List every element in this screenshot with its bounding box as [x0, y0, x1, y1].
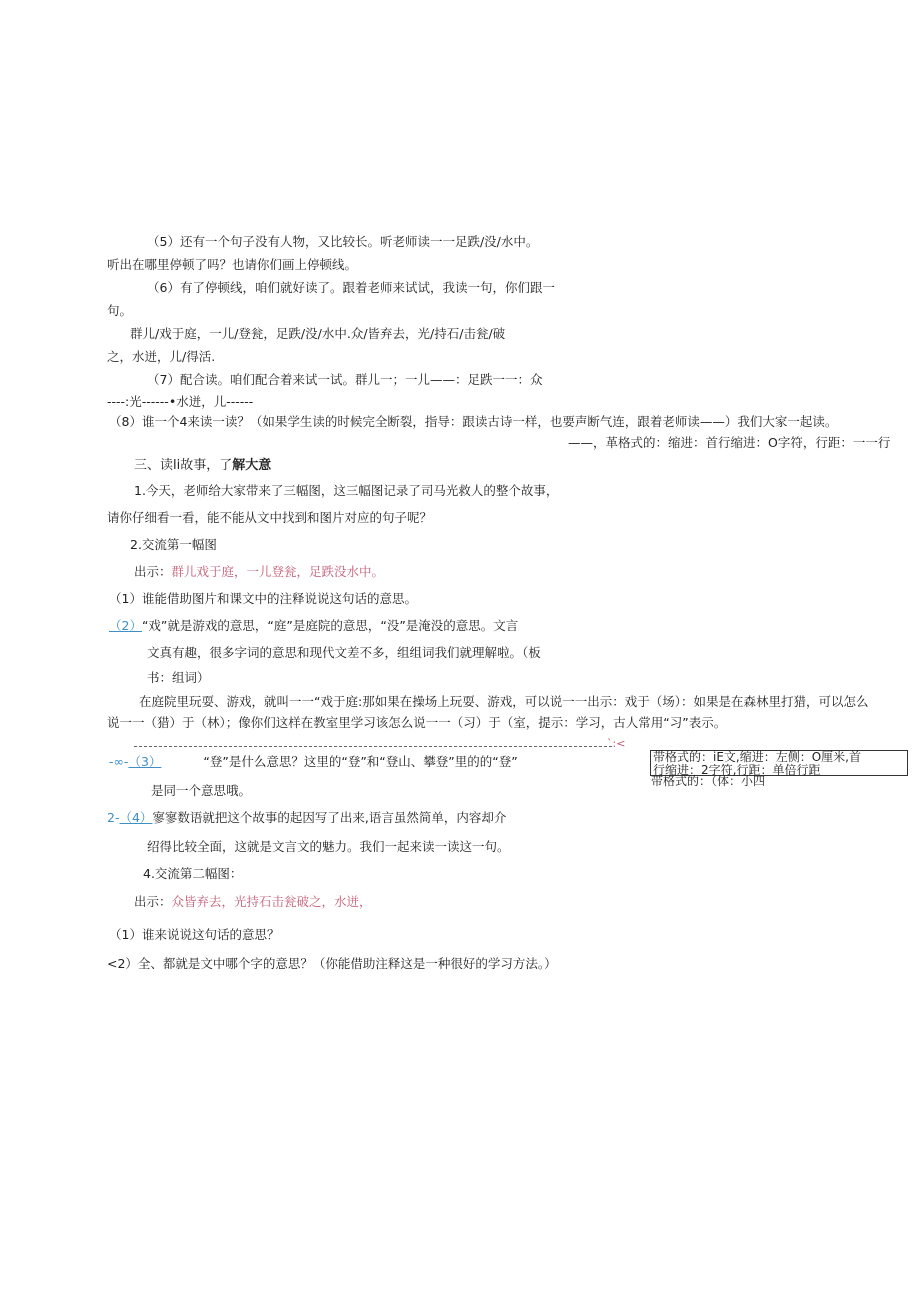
q1-1: （1）谁能借助图片和课文中的注释说说这句话的意思。 [109, 591, 417, 606]
q3-text: “登”是什么意思？这里的“登”和“登山、攀登”里的的“登” [203, 754, 518, 769]
step7-line1: （7）配合读。咱们配合着来试一试。群儿一；一儿——：足跌一一：众 [147, 372, 543, 387]
q1-2-line3: 书：组词） [147, 670, 210, 685]
q4-line2: 绍得比较全面，这就是文言文的魅力。我们一起来读一读这一句。 [147, 839, 510, 854]
show2-text: 众皆弃去，光持石击瓮破之，水迸， [171, 894, 372, 909]
q3-line2: 是同一个意思哦。 [151, 783, 252, 798]
q3-prefix: -∞- [109, 754, 129, 769]
para2-title: 2.交流第一幅图 [130, 537, 217, 552]
q1-2 [109, 620, 518, 633]
q4 [107, 812, 506, 825]
q3-mark: （3） [128, 754, 162, 769]
show1-label: 出示： [134, 564, 172, 579]
section-3-prefix: 三、读li故事，了 [134, 458, 233, 473]
step6-line2: 句。 [107, 303, 133, 318]
revision-dash-tail: `:< [607, 737, 626, 750]
quote-line1: 群儿/戏于庭，一儿/登瓮，足跌/没/水中.众/皆弃去，光/持石/击瓮/破 [130, 326, 506, 341]
step7-line2: ----:光------•水迸，儿------ [107, 394, 254, 409]
q2-1: （1）谁来说说这句话的意思？ [109, 927, 280, 942]
revision-dash-line [134, 746, 612, 747]
q4-text: 寥寥数语就把这个故事的起因写了出来,语言虽然简单，内容却介 [152, 810, 507, 825]
format-comment-row3: 带格式的：（体：小四 [651, 774, 766, 788]
format-note-1: ——，革格式的：缩进：首行缩进：O字符，行距：一一行 [568, 435, 891, 450]
para-a: 在庭院里玩耍、游戏，就叫一一“戏于庭:那如果在操场上玩耍、游戏，可以说一一出示：戏于（场）：如果是在森林里打猎，可以怎么 [139, 694, 869, 709]
para1-line1: 1.今天，老师给大家带来了三幅图，这三幅图记录了司马光救人的整个故事， [134, 483, 559, 498]
format-comment-box [650, 750, 908, 776]
q1-2-line2: 文真有趣，很多字词的意思和现代文差不多，组组词我们就理解啦。（板 [147, 645, 541, 660]
show1-text: 群儿戏于庭，一儿登瓮，足跌没水中。 [171, 564, 385, 579]
q1-2-mark: （2） [109, 618, 142, 633]
para1-line2: 请你仔细看一看，能不能从文中找到和图片对应的句子呢？ [107, 510, 433, 525]
step5-line1: （5）还有一个句子没有人物，又比较长。听老师读一一足跌/没/水中。 [147, 234, 539, 249]
q4-prefix: 2- [107, 810, 120, 825]
format-comment-row2: 行缩进：2字符,行距：单倍行距 [653, 763, 821, 777]
q3 [109, 756, 518, 769]
show2 [134, 896, 372, 909]
quote-line2: 之，水迸，儿/得活. [107, 349, 216, 364]
para4-title: 4.交流第二幅图： [143, 866, 243, 881]
format-comment-row1: 带格式的：iE文,缩进：左侧：O厘米,首 [653, 750, 861, 764]
q1-2-text: “戏”就是游戏的意思，“庭”是庭院的意思，“没”是淹没的意思。文言 [141, 618, 519, 633]
step8-line: （8）谁一个4来读一读？（如果学生读的时候完全断裂，指导：跟读古诗一样，也要声断气连，跟着老师读——）我们大家一起读。 [109, 414, 838, 429]
show2-label: 出示： [134, 894, 172, 909]
section-3-heading [134, 459, 271, 472]
para-b: 说一一（猎）于（林）；像你们这样在教室里学习该怎么说一一（习）于（室，提示：学习，古人常用“习”表示。 [107, 715, 727, 730]
show1 [134, 566, 384, 579]
step5-line2: 听出在哪里停顿了吗？也请你们画上停顿线。 [107, 257, 358, 272]
step6-line1: （6）有了停顿线，咱们就好读了。跟着老师来试试，我读一句，你们跟一 [147, 280, 555, 295]
q2-2: <2）全、都就是文中哪个字的意思？（你能借助注释这是一种很好的学习方法。） [107, 956, 557, 971]
q4-mark: （4） [119, 810, 153, 825]
section-3-bold: 解大意 [232, 458, 272, 473]
